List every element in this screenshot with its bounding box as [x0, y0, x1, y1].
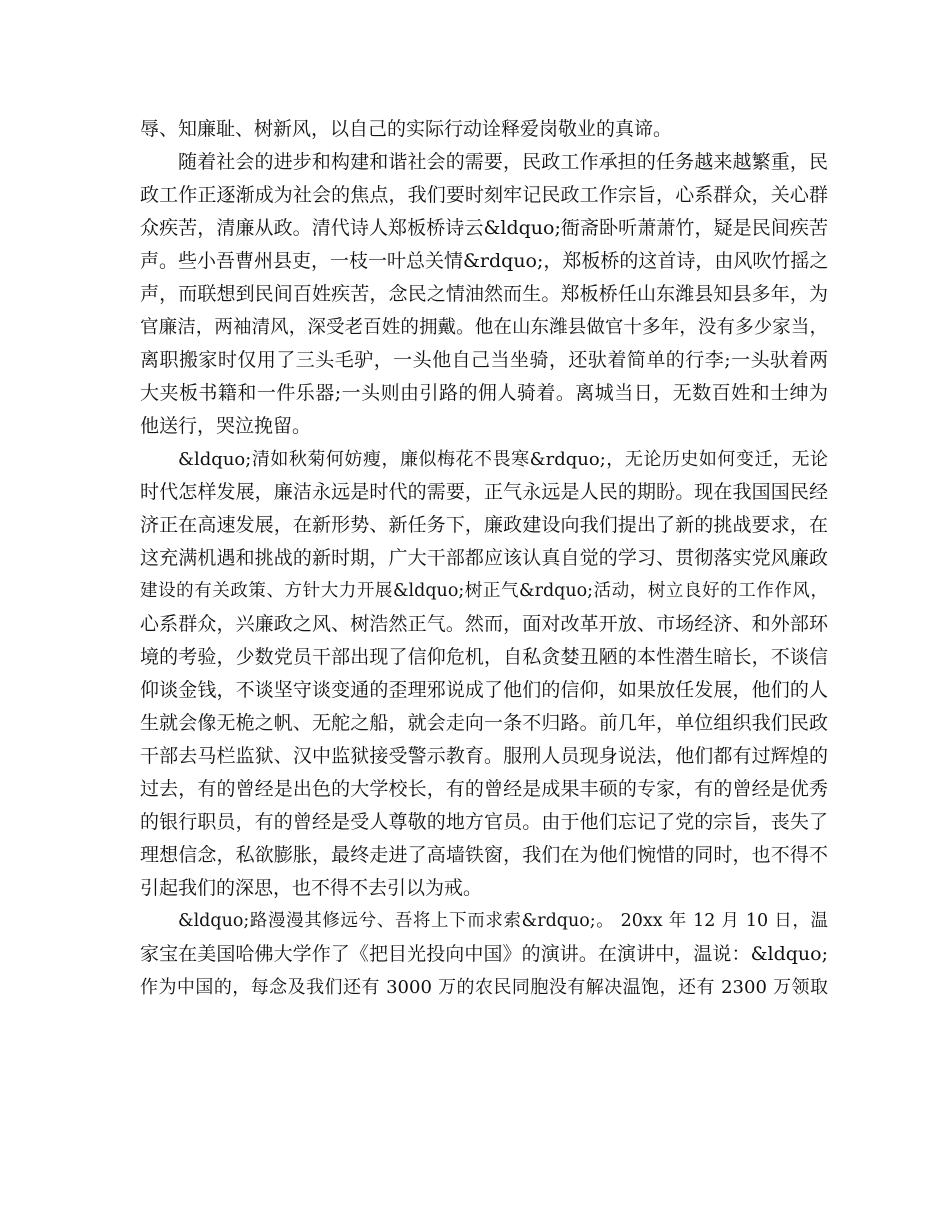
text-line	[140, 377, 828, 410]
text-line	[140, 278, 828, 311]
text-line-content: 离职搬家时仅用了三头毛驴，一头他自己当坐骑，还驮着简单的行李;一头驮着两	[140, 349, 828, 371]
text-line-content: 众疾苦，清廉从政。清代诗人郑板桥诗云&ldquo;衙斋卧听萧萧竹，疑是民间疾苦	[140, 217, 828, 239]
text-line	[140, 179, 828, 212]
text-line-content: 心系群众，兴廉政之风、树浩然正气。然而，面对改革开放、市场经济、和外部环	[140, 613, 828, 635]
text-line-content: 作为中国的，每念及我们还有 3000 万的农民同胞没有解决温饱，还有 2300 万领取	[140, 977, 828, 998]
text-line	[140, 707, 828, 740]
text-line-content: 理想信念，私欲膨胀，最终走进了高墙铁窗，我们在为他们惋惜的同时，也不得不	[140, 844, 828, 866]
text-line	[140, 146, 828, 179]
text-line-content: 家宝在美国哈佛大学作了《把目光投向中国》的演讲。在演讲中，温说：&ldquo;	[140, 943, 828, 965]
text-line	[140, 641, 828, 674]
text-line-content: 的银行职员，有的曾经是受人尊敬的地方官员。由于他们忘记了党的宗旨，丧失了	[140, 811, 828, 833]
text-line-content: 声。些小吾曹州县吏，一枝一叶总关情&rdquo;，郑板桥的这首诗，由风吹竹摇之	[140, 250, 829, 272]
text-line-content: &ldquo;清如秋菊何妨瘦，廉似梅花不畏寒&rdquo;，无论历史如何变迁，无论	[178, 449, 828, 470]
text-line	[140, 575, 828, 608]
text-line-content: 引起我们的深思，也不得不去引以为戒。	[140, 877, 483, 899]
text-line	[140, 839, 828, 872]
text-line	[140, 410, 828, 443]
text-line-content: 他送行，哭泣挽留。	[140, 415, 312, 437]
text-line	[140, 113, 828, 146]
text-line	[140, 905, 828, 938]
text-line-content: 大夹板书籍和一件乐器;一头则由引路的佣人骑着。离城当日，无数百姓和士绅为	[140, 382, 828, 404]
text-line-content: 时代怎样发展，廉洁永远是时代的需要，正气永远是人民的期盼。现在我国国民经	[140, 481, 828, 503]
text-line	[140, 509, 828, 542]
text-line	[140, 773, 828, 806]
text-line	[140, 674, 828, 707]
text-line	[140, 245, 828, 278]
text-line-content: 境的考验，少数党员干部出现了信仰危机，自私贪婪丑陋的本性潜生暗长，不谈信	[140, 646, 828, 668]
text-line	[140, 938, 828, 971]
text-line-content: 政工作正逐渐成为社会的焦点，我们要时刻牢记民政工作宗旨，心系群众，关心群	[140, 184, 828, 206]
text-line	[140, 806, 828, 839]
text-line	[140, 476, 828, 509]
text-line-content: 建设的有关政策、方针大力开展&ldquo;树正气&rdquo;活动，树立良好的工作作风，	[140, 581, 828, 601]
text-line-content: 辱、知廉耻、树新风，以自己的实际行动诠释爱岗敬业的真谛。	[140, 118, 673, 140]
text-line	[140, 212, 828, 245]
text-line-content: 仰谈金钱，不谈坚守谈变通的歪理邪说成了他们的信仰，如果放任发展，他们的人	[140, 679, 828, 701]
text-line	[140, 608, 828, 641]
text-line	[140, 311, 828, 344]
text-line	[140, 542, 828, 575]
text-line	[140, 740, 828, 773]
text-line-content: &ldquo;路漫漫其修远兮、吾将上下而求索&rdquo;。 20xx 年 12 月 10 日，温	[178, 911, 828, 931]
text-line-content: 这充满机遇和挑战的新时期，广大干部都应该认真自觉的学习、贯彻落实党风廉政	[140, 547, 828, 569]
body-text	[140, 113, 828, 1004]
text-line-content: 济正在高速发展，在新形势、新任务下，廉政建设向我们提出了新的挑战要求，在	[140, 514, 828, 536]
text-line	[140, 443, 828, 476]
text-line-content: 生就会像无桅之帆、无舵之船，就会走向一条不归路。前几年，单位组织我们民政	[140, 712, 828, 734]
text-line	[140, 971, 828, 1004]
text-line-content: 官廉洁，两袖清风，深受老百姓的拥戴。他在山东潍县做官十多年，没有多少家当，	[140, 317, 828, 338]
text-line-content: 过去，有的曾经是出色的大学校长，有的曾经是成果丰硕的专家，有的曾经是优秀	[140, 778, 828, 800]
text-line-content: 随着社会的进步和构建和谐社会的需要，民政工作承担的任务越来越繁重，民	[178, 151, 828, 173]
text-line	[140, 344, 828, 377]
text-line-content: 声，而联想到民间百姓疾苦，念民之情油然而生。郑板桥任山东潍县知县多年，为	[140, 283, 828, 305]
text-line-content: 干部去马栏监狱、汉中监狱接受警示教育。服刑人员现身说法，他们都有过辉煌的	[140, 745, 828, 767]
text-line	[140, 872, 828, 905]
